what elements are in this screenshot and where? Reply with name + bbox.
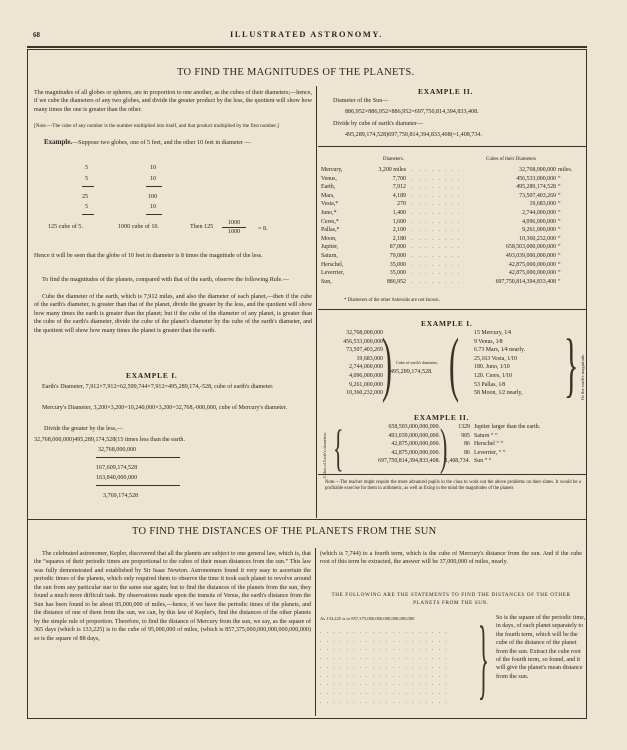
table-unit: “ [558, 227, 561, 234]
example2-cube-value: 658,503,000,000,000. [388, 424, 440, 430]
cube-5: 125 cube of 5. [48, 224, 83, 230]
division-row: 167,609,174,528 [96, 465, 138, 471]
example1-ratios [474, 329, 525, 398]
header-rule [27, 46, 587, 48]
table-unit: “ [558, 278, 561, 285]
kepler-continuation: (which is 7,744) to a fourth term, which is the cube of Mercury's distance from the sun. And if the cube root of this term be extracted, the answer will be 37,000,000 of miles, nearly. [320, 551, 582, 566]
table-cube: 73,507,403,269 [519, 192, 556, 199]
example1-cube-value: 10,360,232,000 [346, 390, 383, 397]
example2-ratio: 86 [464, 449, 470, 456]
table-cube: 10,360,232,000 [519, 235, 556, 242]
table-cube: 2,744,000,000 [522, 209, 556, 216]
leader-dots: . . . . . . . . [412, 201, 462, 208]
division-rule [96, 457, 180, 458]
table-diameter: 7,700 [392, 175, 406, 182]
table-diameter: 3,200 miles [378, 167, 406, 173]
table-diameter: 1,400 [392, 209, 406, 216]
table-cube: 42,875,000,000,000 [508, 261, 556, 268]
table-unit: miles. [558, 167, 573, 173]
running-title: ILLUSTRATED ASTRONOMY. [230, 30, 383, 39]
calc-right-0: 10 [150, 165, 157, 171]
table-planet-name: Earth, [321, 184, 336, 191]
divider [318, 474, 586, 475]
statement-placeholder-line: . . . . . . . . . . . . . . . . . . . . [320, 646, 449, 653]
example1-ratio: 58 Moon, 1⁄2 nearly, [474, 390, 523, 397]
table-diameter: 2,100 [392, 227, 406, 234]
to-find-paragraph: To find the magnitudes of the planets, compared with that of the earth, observe the following Rule.— [42, 277, 289, 283]
cube-10: 1000 cube of 10. [118, 224, 159, 230]
example1-center-value: 495,289,174,528. [390, 369, 433, 375]
table-planet-name: Jupiter, [321, 244, 339, 251]
table-unit: “ [558, 244, 561, 251]
table-unit: “ [558, 192, 561, 199]
calc-rule [82, 214, 94, 215]
example2-cube-value: 42,875,000,000,000. [391, 441, 440, 448]
table-cube: 456,533,000,000 [516, 175, 556, 182]
statement-placeholders [320, 628, 449, 706]
divider [318, 146, 586, 147]
division-row: 163,840,000,000 [96, 475, 138, 481]
leader-dots: . . . . . . . . [412, 252, 462, 259]
leader-dots: . . . . . . . . [412, 270, 462, 277]
table-leaders [412, 166, 461, 286]
table-planet-name: Ceres,* [321, 218, 339, 225]
calc-right-1: 10 [150, 176, 157, 182]
example1-cube-value: 2,744,000,000 [349, 364, 383, 371]
header-rule-thin [27, 49, 587, 50]
table-planet-name: Sun, [321, 278, 332, 285]
table-unit: “ [558, 218, 561, 225]
section-divider [27, 519, 587, 520]
statement-placeholder-line: . . . . . . . . . . . . . . . . . . . . [320, 689, 449, 696]
example-text: —Suppose two globes, one of 5 feet, and the other 10 feet in diameter — [72, 140, 251, 146]
table-unit: “ [558, 252, 561, 259]
example2-cube-value: 493,039,000,000,000. [388, 432, 440, 439]
table-planet-name: Juno,* [321, 209, 337, 216]
table-planet-name: Vesta,* [321, 201, 339, 208]
table-planet-name: Venus, [321, 175, 337, 182]
table-planet-name: Moon, [321, 235, 337, 242]
leader-dots: . . . . . . . . [412, 175, 462, 182]
leader-dots: . . . . . . . . [412, 209, 462, 216]
example1-cube-value: 73,507,403,269 [346, 347, 383, 354]
table-cube: 495,289,174,528 [516, 184, 556, 191]
calc-rule [82, 186, 94, 187]
example1-ratio: 25,163 Vesta, 1⁄10 [474, 355, 518, 362]
calc-rule [146, 214, 162, 215]
statement-placeholder-line: . . . . . . . . . . . . . . . . . . . . [320, 681, 449, 688]
fraction-result: = 8. [258, 226, 268, 232]
statement-placeholder-line: . . . . . . . . . . . . . . . . . . . . [320, 698, 449, 705]
table-cube: 9,261,000,000 [522, 227, 556, 234]
brace: { [333, 418, 344, 476]
leader-dots: . . . . . . . . [412, 235, 462, 242]
table-planet-name: Pallas,* [321, 227, 340, 234]
fraction-den: 1000 [228, 229, 241, 235]
leader-dots: . . . . . . . . [412, 278, 462, 285]
table-col-cubes: Cubes of their Diameters [486, 157, 537, 162]
example1-cube-value: 32,768,000,000 [346, 330, 383, 336]
example1-ratio: 53 Pallas, 1⁄8 [474, 381, 506, 388]
calc-left-3: 5 [85, 204, 89, 210]
example1-ratio: 9 Venus, 1⁄8 [474, 338, 503, 345]
fraction-bar [222, 227, 246, 228]
statement-placeholder-line: . . . . . . . . . . . . . . . . . . . . [320, 655, 449, 662]
example2-ratios [442, 423, 470, 466]
table-unit: “ [558, 201, 561, 208]
example1-center-label: Cube of earth's diameter, [396, 360, 438, 365]
example1-ratio: 180. Juno, 1⁄10 [474, 364, 510, 371]
example1-cube-value: 19,683,000 [356, 355, 383, 362]
brace-far: } [564, 326, 579, 406]
table-planet-name: Mercury, [321, 167, 343, 173]
leader-dots: . . . . . . . . [412, 244, 462, 251]
example1-cube-value: 4,096,000,000 [349, 372, 383, 379]
table-diameter: 270 [397, 201, 406, 208]
example2-cube-value: 42,875,000,000,000. [391, 449, 440, 456]
example2-label: Leverrier, “ “ [474, 449, 506, 456]
divide-by-earth-label: Divide by cube of earth's diameter— [333, 121, 423, 127]
table-units [558, 166, 572, 286]
calc-left-2: 25 [82, 194, 89, 200]
then-text: Then 125 [190, 224, 214, 230]
table-diameter: 35,000 [389, 270, 406, 277]
calc-right-3: 10 [150, 204, 157, 210]
calc-left-0: 5 [85, 165, 89, 171]
table-diameter: 87,000 [389, 244, 406, 251]
statement-placeholder-line: . . . . . . . . . . . . . . . . . . . . [320, 629, 449, 635]
example2-cubes [338, 423, 440, 466]
divide-by-earth-calc: 495,289,174,528)697,750,814,394,833,408(=1,408,734. [345, 132, 482, 138]
brace: ) [440, 417, 448, 475]
rule-paragraph: Cube the diameter of the earth, which is 7,912 miles, and also the diameter of each planet,—then if the cube of the earth's diameter, is greater than that of the planet, divide the greater by the less, and the quotient will show how many times the earth is greater than the planet; but if the cube of the diameter of any planet, is greater than the cube of the earth's diameter, divide the cube of the planet's diameter by the cube of the earth's diameter, and the quotient will show how many times the planet is greater than the earth. [34, 294, 312, 334]
example2-label: Saturn “ “ [474, 432, 498, 439]
table-unit: “ [558, 235, 561, 242]
sun-diameter-label: Diameter of the Sun— [333, 98, 389, 104]
example2-ratio: 86 [464, 441, 470, 448]
table-diameter: 4,189 [392, 192, 406, 199]
example2-ratio: 1,408,734. [444, 458, 470, 465]
calc-left-1: 5 [85, 176, 89, 182]
division-rule [96, 485, 180, 486]
table-unit: “ [558, 270, 561, 277]
example2-label: Sun “ “ [474, 458, 492, 465]
table-unit: “ [558, 175, 561, 182]
table-planet-name: Herschel, [321, 261, 344, 268]
statements-explanation: So is the square of the periodic time, in days, of each planet separately to the fourth term, which will be the cube of the distance of the planet from the sun. Extract the cube root of the fourth term, so found, and it will give the planet's mean distance from the sun. [496, 615, 586, 680]
example1-cubes [313, 329, 383, 398]
note-cube: [Note.—The cube of any number is the number multiplied into itself, and that product multiplied by the first number.] [34, 123, 279, 129]
hence-paragraph: Hence it will be seen that the globe of 10 feet in diameter is 8 times the magnitude of the less. [34, 253, 263, 259]
statement-placeholder-line: . . . . . . . . . . . . . . . . . . . . [320, 637, 449, 644]
section2-title: TO FIND THE DISTANCES OF THE PLANETS FROM THE SUN [132, 526, 437, 537]
brace-left: ) [382, 325, 392, 405]
table-col-diameters: Diameters. [383, 157, 404, 162]
example1-title: EXAMPLE I. [126, 371, 178, 380]
example1-cube-value: 456,533,000,000 [343, 338, 383, 345]
table-diameter: 2,180 [392, 235, 406, 242]
teacher-note: Note.—The teacher might require the more advanced pupils in the class to work out the above problems on their slates. It would be a profitable exercise for them in arithmetic, as well as fixing in the mind the magnitudes of the planets [325, 480, 581, 492]
table-cube: 42,875,000,000,000 [508, 270, 556, 277]
leader-dots: . . . . . . . . [412, 192, 462, 199]
example2-title: EXAMPLE II. [418, 87, 474, 96]
leader-dots: . . . . . . . . [412, 218, 462, 225]
statement-placeholder-line: . . . . . . . . . . . . . . . . . . . . [320, 663, 449, 670]
frame-left [27, 49, 28, 719]
calc-rule [146, 186, 162, 187]
section1-title: TO FIND THE MAGNITUDES OF THE PLANETS. [177, 67, 415, 78]
page-number: 68 [33, 31, 40, 39]
table-cube: 19,683,000 [529, 201, 556, 208]
statement-placeholder-line: . . . . . . . . . . . . . . . . . . . . [320, 672, 449, 679]
table-unit: “ [558, 184, 561, 191]
example1-cube-value: 9,261,000,000 [349, 381, 383, 388]
table-planet-name: Saturn, [321, 252, 338, 259]
example2-ratio: 1329 [458, 424, 470, 430]
example1-mercury: Mercury's Diameter, 3,200×3,200=10,240,000×3,200=32,768,-000,000, cube of Mercury's diameter. [42, 405, 288, 411]
example1-earth: Earth's Diameter, 7,912×7,912=62,599,744×7,912=495,289,174,-528, cube of earth's diameter. [42, 384, 274, 390]
earth-magnitude-side-label: Or the earth's magnitude. [580, 353, 585, 400]
table-cube: 32,768,000,000 [519, 167, 556, 173]
example1-ratio: 6.73 Mars, 1⁄4 nearly. [474, 347, 525, 354]
table-cube: 658,503,000,000,000 [505, 244, 556, 251]
statement-first: As 133,225 is to 857,375,000,000,000,000,000,000 [320, 616, 415, 621]
kepler-paragraph: The celebrated astronomer, Kepler, discovered that all the planets are subject to one general law, which is, that the “squares of their periodic times are proportional to the cubes of their mean distances from the sun.” This law was fully demonstrated and established by Sir Isaac Newton. Astronomers found it very easy to ascertain the periodic times of the planets, which only required them to observe the time it took each planet to revolve around the sun from any particular star to the same star again; but to find the distances of the planets from the sun, they found a much more difficult task. By observations made upon the transits of Venus, the earth's distance from the Sun has been found to be about 95,000,000 of miles,—hence, if we have the periodic times of the planets, and the distance of one of them from the sun, we can, by this law of Kepler's, find the distances of the other planets by the simple rule of proportion. Therefore, to find the distance of Mercury from the sun, we say, as the square of 365 days (which is 133,225) is to the cube of 95,000,000 of miles, (which is 857,375,000,000,000,000,000,000) so is the square of 88 days, [34, 551, 311, 642]
table-cube: 493,039,000,000,000 [505, 252, 556, 259]
table-diameter: 7,912 [392, 184, 406, 191]
table-diameter: 886,952 [386, 278, 406, 285]
table-cube: 697,750,814,394,833,408 [495, 278, 556, 285]
table-footnote: * Diameters of the other Asteroids are not known. [344, 298, 440, 303]
table-diameters [352, 166, 406, 286]
brace-right: ( [449, 325, 459, 405]
example1-right-title: EXAMPLE I. [421, 319, 473, 328]
frame-bottom [27, 718, 587, 719]
leader-dots: . . . . . . . . [412, 167, 462, 173]
division-remainder: 3,769,174,528 [103, 493, 139, 499]
example2-label: Jupiter larger than the earth. [474, 424, 541, 430]
example2-cube-value: 697,750,814,394,833,408. [378, 458, 440, 465]
example1-ratio: 15 Mercury, 1⁄4 [474, 330, 512, 336]
table-cube: 4,096,000,000 [522, 218, 556, 225]
example2-label: Herschel “ “ [474, 441, 504, 448]
fraction-num: 1000 [228, 220, 241, 226]
earth-cubes-side-label: Cubes of Earth's diameters. [322, 432, 327, 478]
calc-right-2: 100 [148, 194, 158, 200]
example1-ratio: 120. Ceres, 1⁄10 [474, 372, 512, 379]
table-unit: “ [558, 209, 561, 216]
leader-dots: . . . . . . . . [412, 184, 462, 191]
column-divider [315, 548, 316, 716]
frame-right [586, 49, 587, 719]
example2-labels [474, 423, 540, 466]
divider [318, 309, 586, 310]
division-row: 32,768,000,000 [98, 447, 137, 453]
table-diameter: 35,000 [389, 261, 406, 268]
leader-dots: . . . . . . . . [412, 227, 462, 234]
leader-dots: . . . . . . . . [412, 261, 462, 268]
table-diameter: 79,000 [389, 252, 406, 259]
divide-text: Divide the greater by the less,— [44, 426, 123, 432]
intro-paragraph: The magnitudes of all globes or spheres, are in proportion to one another, as the cubes of their diameters;—hence, if we cube the diameters of any two globes, and divide the greater product by the less, the quotient will show how many times the one is greater than the other. [34, 90, 312, 113]
brace-statements: } [478, 609, 489, 708]
table-diameter: 1,600 [392, 218, 406, 225]
table-planet-names [321, 166, 344, 286]
sun-cube-calc: 886,952×886,952×886,952=697,750,814,394,833,408. [345, 109, 479, 115]
statements-heading: THE FOLLOWING ARE THE STATEMENTS TO FIND THE DISTANCES OF THE OTHER PLANETS FROM THE SUN. [331, 592, 571, 606]
example-line [44, 139, 251, 146]
table-planet-name: Mars, [321, 192, 335, 199]
column-divider [316, 86, 317, 518]
example-label: Example. [44, 138, 73, 146]
table-planet-name: Leverrier, [321, 270, 345, 277]
table-unit: “ [558, 261, 561, 268]
division-line: 32,768,000,000)495,289,174,528(15 times less than the earth. [34, 437, 185, 443]
example2-ratio: 905 [461, 432, 470, 439]
example2-right-title: EXAMPLE II. [414, 413, 470, 422]
table-cubes [470, 166, 556, 286]
